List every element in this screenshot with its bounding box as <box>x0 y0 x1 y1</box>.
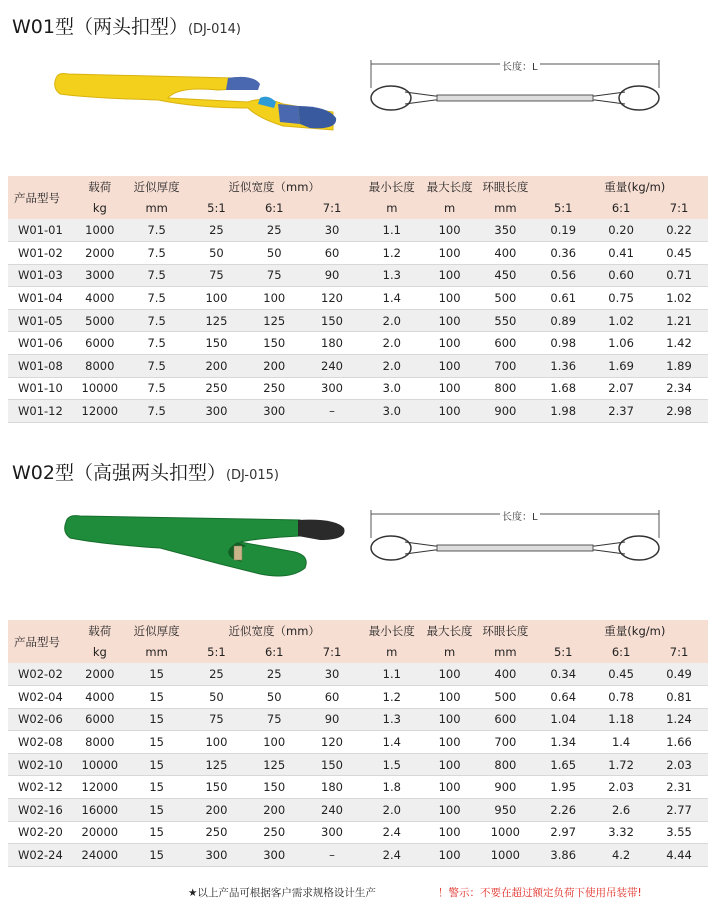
table-cell: 20000 <box>74 821 126 844</box>
table-cell: 400 <box>476 663 534 686</box>
table-cell: 600 <box>476 332 534 355</box>
table-cell: 0.45 <box>650 242 708 265</box>
table-cell: 15 <box>126 731 188 754</box>
w02-diagram-length-label: 长度：L <box>500 508 540 523</box>
table-cell: 500 <box>476 686 534 709</box>
table-cell: – <box>303 400 361 423</box>
table-cell: 1000 <box>74 219 126 242</box>
table-cell: 1.1 <box>361 663 423 686</box>
table-cell: 150 <box>188 776 246 799</box>
table-cell: 300 <box>245 844 303 867</box>
header-load-unit: kg <box>74 642 126 664</box>
table-cell: 15 <box>126 708 188 731</box>
table-cell: 180 <box>303 332 361 355</box>
table-cell: 15 <box>126 799 188 822</box>
table-cell: 2.26 <box>534 799 592 822</box>
table-cell: 1.06 <box>592 332 650 355</box>
table-cell: 500 <box>476 287 534 310</box>
section-2-title <box>12 458 279 485</box>
table-cell: 0.78 <box>592 686 650 709</box>
table-cell: 700 <box>476 731 534 754</box>
table-cell: 100 <box>423 776 477 799</box>
table-cell: 240 <box>303 355 361 378</box>
table-cell: 120 <box>303 731 361 754</box>
table-cell: 100 <box>423 355 477 378</box>
table-cell: 100 <box>423 686 477 709</box>
table-row <box>8 708 708 731</box>
table-cell: 12000 <box>74 400 126 423</box>
model-cell: W02-08 <box>8 731 74 754</box>
table-cell: 1.21 <box>650 309 708 332</box>
table-cell: 100 <box>245 731 303 754</box>
table-cell: 2.0 <box>361 799 423 822</box>
table-cell: 50 <box>188 686 246 709</box>
table-cell: 100 <box>188 731 246 754</box>
table-row <box>8 332 708 355</box>
header-load: 载荷 <box>74 176 126 198</box>
header-max-length-unit: m <box>423 642 477 664</box>
table-cell: 2.03 <box>650 753 708 776</box>
table-cell: 12000 <box>74 776 126 799</box>
w01-sling-photo <box>48 68 348 138</box>
load-warning: ！警示：不要在超过额定负荷下使用吊装带! <box>438 887 642 899</box>
table-cell: 15 <box>126 776 188 799</box>
custom-spec-note: ★以上产品可根据客户需求规格设计生产 <box>188 887 376 899</box>
model-cell: W02-10 <box>8 753 74 776</box>
header-max-length: 最大长度 <box>423 176 477 198</box>
table-cell: 0.64 <box>534 686 592 709</box>
table-cell: 1.4 <box>361 731 423 754</box>
table-cell: 0.89 <box>534 309 592 332</box>
table-cell: 2.34 <box>650 377 708 400</box>
table-cell: 1.8 <box>361 776 423 799</box>
table-cell: 125 <box>188 309 246 332</box>
table-cell: 900 <box>476 400 534 423</box>
table-cell: 75 <box>245 264 303 287</box>
table-row <box>8 264 708 287</box>
table-cell: 75 <box>188 264 246 287</box>
table-cell: 8000 <box>74 355 126 378</box>
table-row <box>8 309 708 332</box>
header-width-ratio-6-1: 6:1 <box>245 198 303 220</box>
table-row <box>8 287 708 310</box>
table-cell: 400 <box>476 242 534 265</box>
table-cell: 4000 <box>74 686 126 709</box>
table-cell: 0.60 <box>592 264 650 287</box>
header-weight-ratio-6-1: 6:1 <box>592 642 650 664</box>
header-loop-length: 环眼长度 <box>476 620 534 642</box>
table-cell: 100 <box>423 219 477 242</box>
table-cell: 1000 <box>476 821 534 844</box>
table-cell: 100 <box>423 287 477 310</box>
header-weight: 重量(kg/m) <box>534 620 708 642</box>
table-cell: 120 <box>303 287 361 310</box>
header-min-length: 最小长度 <box>361 620 423 642</box>
w01-diagram-length-label: 长度：L <box>500 58 540 73</box>
model-cell: W02-06 <box>8 708 74 731</box>
table-cell: 0.34 <box>534 663 592 686</box>
model-cell: W01-05 <box>8 309 74 332</box>
table-cell: 100 <box>423 309 477 332</box>
table-row <box>8 844 708 867</box>
table-row <box>8 799 708 822</box>
table-cell: 3.55 <box>650 821 708 844</box>
model-cell: W01-06 <box>8 332 74 355</box>
section-1-title <box>12 12 241 39</box>
header-width: 近似宽度（mm） <box>188 176 361 198</box>
table-row <box>8 355 708 378</box>
table-cell: 25 <box>245 219 303 242</box>
table-cell: 1000 <box>476 844 534 867</box>
table-cell: 1.1 <box>361 219 423 242</box>
table-cell: 450 <box>476 264 534 287</box>
table-cell: 300 <box>188 844 246 867</box>
table-cell: 24000 <box>74 844 126 867</box>
table-cell: 0.49 <box>650 663 708 686</box>
table-cell: 2.77 <box>650 799 708 822</box>
table-cell: 300 <box>245 400 303 423</box>
table-cell: 1.2 <box>361 242 423 265</box>
table-cell: 250 <box>188 377 246 400</box>
table-cell: 1.18 <box>592 708 650 731</box>
table-cell: 1.68 <box>534 377 592 400</box>
header-loop-length-unit: mm <box>476 198 534 220</box>
table-cell: 7.5 <box>126 287 188 310</box>
header-model: 产品型号 <box>8 176 74 219</box>
table-cell: 100 <box>423 799 477 822</box>
table-cell: 2.4 <box>361 844 423 867</box>
table-cell: 0.41 <box>592 242 650 265</box>
table-cell: 7.5 <box>126 355 188 378</box>
table-cell: 100 <box>423 377 477 400</box>
header-min-length-unit: m <box>361 642 423 664</box>
header-weight-ratio-7-1: 7:1 <box>650 642 708 664</box>
table-cell: 100 <box>423 264 477 287</box>
table-cell: 25 <box>188 219 246 242</box>
w02-table-body <box>8 663 708 866</box>
table-cell: 250 <box>188 821 246 844</box>
header-thickness-unit: mm <box>126 642 188 664</box>
table-cell: 15 <box>126 663 188 686</box>
table-cell: 100 <box>423 731 477 754</box>
table-cell: 15 <box>126 821 188 844</box>
table-cell: 1.36 <box>534 355 592 378</box>
table-cell: 50 <box>188 242 246 265</box>
table-cell: 2.07 <box>592 377 650 400</box>
header-model: 产品型号 <box>8 620 74 663</box>
section-1-title-main: W01型（两头扣型） <box>12 16 188 38</box>
table-cell: 2.31 <box>650 776 708 799</box>
table-cell: 0.22 <box>650 219 708 242</box>
table-cell: 3.0 <box>361 377 423 400</box>
table-cell: 10000 <box>74 753 126 776</box>
table-cell: 90 <box>303 264 361 287</box>
table-cell: 1.4 <box>361 287 423 310</box>
table-cell: 75 <box>188 708 246 731</box>
table-cell: 0.36 <box>534 242 592 265</box>
table-cell: 950 <box>476 799 534 822</box>
model-cell: W01-12 <box>8 400 74 423</box>
table-cell: 6000 <box>74 332 126 355</box>
table-cell: 1.02 <box>592 309 650 332</box>
model-cell: W01-10 <box>8 377 74 400</box>
section-2-title-main: W02型（高强两头扣型） <box>12 462 226 484</box>
header-thickness-unit: mm <box>126 198 188 220</box>
table-cell: 180 <box>303 776 361 799</box>
w02-sling-photo <box>60 508 350 588</box>
table-cell: 8000 <box>74 731 126 754</box>
table-cell: 30 <box>303 663 361 686</box>
table-cell: 30 <box>303 219 361 242</box>
table-cell: 0.61 <box>534 287 592 310</box>
table-cell: 100 <box>423 242 477 265</box>
table-cell: 1.69 <box>592 355 650 378</box>
table-row <box>8 242 708 265</box>
header-load-unit: kg <box>74 198 126 220</box>
header-min-length: 最小长度 <box>361 176 423 198</box>
table-cell: 3.32 <box>592 821 650 844</box>
table-cell: 2000 <box>74 663 126 686</box>
table-cell: 25 <box>188 663 246 686</box>
header-weight: 重量(kg/m) <box>534 176 708 198</box>
table-cell: 0.98 <box>534 332 592 355</box>
table-cell: 100 <box>423 400 477 423</box>
header-loop-length: 环眼长度 <box>476 176 534 198</box>
table-cell: 200 <box>245 355 303 378</box>
table-cell: 1.2 <box>361 686 423 709</box>
table-cell: 7.5 <box>126 332 188 355</box>
table-cell: – <box>303 844 361 867</box>
table-cell: 300 <box>303 821 361 844</box>
table-cell: 0.71 <box>650 264 708 287</box>
section-2-title-code: (DJ-015) <box>225 468 279 483</box>
table-cell: 100 <box>188 287 246 310</box>
table-cell: 1.89 <box>650 355 708 378</box>
header-weight-ratio-5-1: 5:1 <box>534 642 592 664</box>
table-cell: 200 <box>245 799 303 822</box>
table-cell: 2000 <box>74 242 126 265</box>
header-loop-length-unit: mm <box>476 642 534 664</box>
model-cell: W02-12 <box>8 776 74 799</box>
header-thickness: 近似厚度 <box>126 176 188 198</box>
table-cell: 200 <box>188 799 246 822</box>
table-cell: 25 <box>245 663 303 686</box>
table-cell: 50 <box>245 686 303 709</box>
table-cell: 90 <box>303 708 361 731</box>
table-cell: 4000 <box>74 287 126 310</box>
table-cell: 300 <box>188 400 246 423</box>
table-cell: 60 <box>303 242 361 265</box>
table-cell: 2.6 <box>592 799 650 822</box>
table-cell: 4.2 <box>592 844 650 867</box>
table-cell: 0.56 <box>534 264 592 287</box>
table-cell: 100 <box>423 708 477 731</box>
table-cell: 600 <box>476 708 534 731</box>
table-cell: 2.0 <box>361 332 423 355</box>
table-cell: 100 <box>423 821 477 844</box>
model-cell: W02-16 <box>8 799 74 822</box>
table-cell: 1.3 <box>361 708 423 731</box>
model-cell: W01-03 <box>8 264 74 287</box>
table-cell: 250 <box>245 821 303 844</box>
table-cell: 150 <box>303 753 361 776</box>
header-width: 近似宽度（mm） <box>188 620 361 642</box>
table-cell: 3000 <box>74 264 126 287</box>
w01-spec-table <box>8 176 708 423</box>
table-cell: 2.97 <box>534 821 592 844</box>
table-row <box>8 377 708 400</box>
header-load: 载荷 <box>74 620 126 642</box>
table-cell: 7.5 <box>126 219 188 242</box>
table-row <box>8 400 708 423</box>
table-cell: 125 <box>245 753 303 776</box>
table-cell: 2.4 <box>361 821 423 844</box>
header-width-ratio-7-1: 7:1 <box>303 198 361 220</box>
table-cell: 0.45 <box>592 663 650 686</box>
table-cell: 125 <box>245 309 303 332</box>
table-cell: 2.03 <box>592 776 650 799</box>
table-cell: 1.5 <box>361 753 423 776</box>
table-cell: 900 <box>476 776 534 799</box>
table-cell: 100 <box>423 844 477 867</box>
table-cell: 100 <box>245 287 303 310</box>
header-width-ratio-7-1: 7:1 <box>303 642 361 664</box>
table-cell: 7.5 <box>126 264 188 287</box>
table-cell: 125 <box>188 753 246 776</box>
table-row <box>8 731 708 754</box>
table-cell: 240 <box>303 799 361 822</box>
table-cell: 50 <box>245 242 303 265</box>
table-row <box>8 821 708 844</box>
header-weight-ratio-5-1: 5:1 <box>534 198 592 220</box>
model-cell: W02-20 <box>8 821 74 844</box>
model-cell: W01-02 <box>8 242 74 265</box>
table-cell: 800 <box>476 753 534 776</box>
table-cell: 15 <box>126 753 188 776</box>
table-cell: 1.02 <box>650 287 708 310</box>
table-cell: 100 <box>423 663 477 686</box>
table-cell: 2.37 <box>592 400 650 423</box>
table-cell: 1.95 <box>534 776 592 799</box>
table-cell: 2.98 <box>650 400 708 423</box>
table-cell: 60 <box>303 686 361 709</box>
table-cell: 100 <box>423 332 477 355</box>
table-cell: 550 <box>476 309 534 332</box>
table-cell: 7.5 <box>126 377 188 400</box>
table-cell: 3.86 <box>534 844 592 867</box>
table-cell: 10000 <box>74 377 126 400</box>
table-cell: 0.81 <box>650 686 708 709</box>
table-cell: 0.19 <box>534 219 592 242</box>
header-max-length: 最大长度 <box>423 620 477 642</box>
table-cell: 1.04 <box>534 708 592 731</box>
table-cell: 2.0 <box>361 355 423 378</box>
model-cell: W01-08 <box>8 355 74 378</box>
model-cell: W02-04 <box>8 686 74 709</box>
table-cell: 15 <box>126 844 188 867</box>
table-cell: 150 <box>245 776 303 799</box>
table-row <box>8 753 708 776</box>
table-cell: 150 <box>245 332 303 355</box>
table-cell: 75 <box>245 708 303 731</box>
table-cell: 5000 <box>74 309 126 332</box>
table-row <box>8 776 708 799</box>
model-cell: W01-01 <box>8 219 74 242</box>
w01-table-body <box>8 219 708 422</box>
model-cell: W02-24 <box>8 844 74 867</box>
table-cell: 7.5 <box>126 400 188 423</box>
header-width-ratio-5-1: 5:1 <box>188 642 246 664</box>
table-cell: 1.34 <box>534 731 592 754</box>
model-cell: W02-02 <box>8 663 74 686</box>
table-cell: 2.0 <box>361 309 423 332</box>
table-cell: 1.72 <box>592 753 650 776</box>
table-cell: 0.75 <box>592 287 650 310</box>
table-cell: 7.5 <box>126 242 188 265</box>
table-cell: 4.44 <box>650 844 708 867</box>
header-weight-ratio-6-1: 6:1 <box>592 198 650 220</box>
table-cell: 1.98 <box>534 400 592 423</box>
table-cell: 300 <box>303 377 361 400</box>
table-cell: 1.3 <box>361 264 423 287</box>
header-width-ratio-5-1: 5:1 <box>188 198 246 220</box>
header-width-ratio-6-1: 6:1 <box>245 642 303 664</box>
model-cell: W01-04 <box>8 287 74 310</box>
table-cell: 0.20 <box>592 219 650 242</box>
section-1-title-code: (DJ-014) <box>187 22 241 37</box>
table-cell: 350 <box>476 219 534 242</box>
table-row <box>8 663 708 686</box>
table-cell: 1.65 <box>534 753 592 776</box>
table-cell: 3.0 <box>361 400 423 423</box>
table-cell: 15 <box>126 686 188 709</box>
table-cell: 100 <box>423 753 477 776</box>
table-row <box>8 219 708 242</box>
table-cell: 800 <box>476 377 534 400</box>
table-cell: 1.42 <box>650 332 708 355</box>
table-cell: 150 <box>303 309 361 332</box>
table-row <box>8 686 708 709</box>
table-cell: 250 <box>245 377 303 400</box>
table-cell: 200 <box>188 355 246 378</box>
table-cell: 16000 <box>74 799 126 822</box>
table-cell: 1.66 <box>650 731 708 754</box>
table-cell: 700 <box>476 355 534 378</box>
header-weight-ratio-7-1: 7:1 <box>650 198 708 220</box>
table-cell: 150 <box>188 332 246 355</box>
table-cell: 7.5 <box>126 309 188 332</box>
table-cell: 1.4 <box>592 731 650 754</box>
header-max-length-unit: m <box>423 198 477 220</box>
header-thickness: 近似厚度 <box>126 620 188 642</box>
table-cell: 6000 <box>74 708 126 731</box>
w02-spec-table <box>8 620 708 867</box>
header-min-length-unit: m <box>361 198 423 220</box>
table-cell: 1.24 <box>650 708 708 731</box>
